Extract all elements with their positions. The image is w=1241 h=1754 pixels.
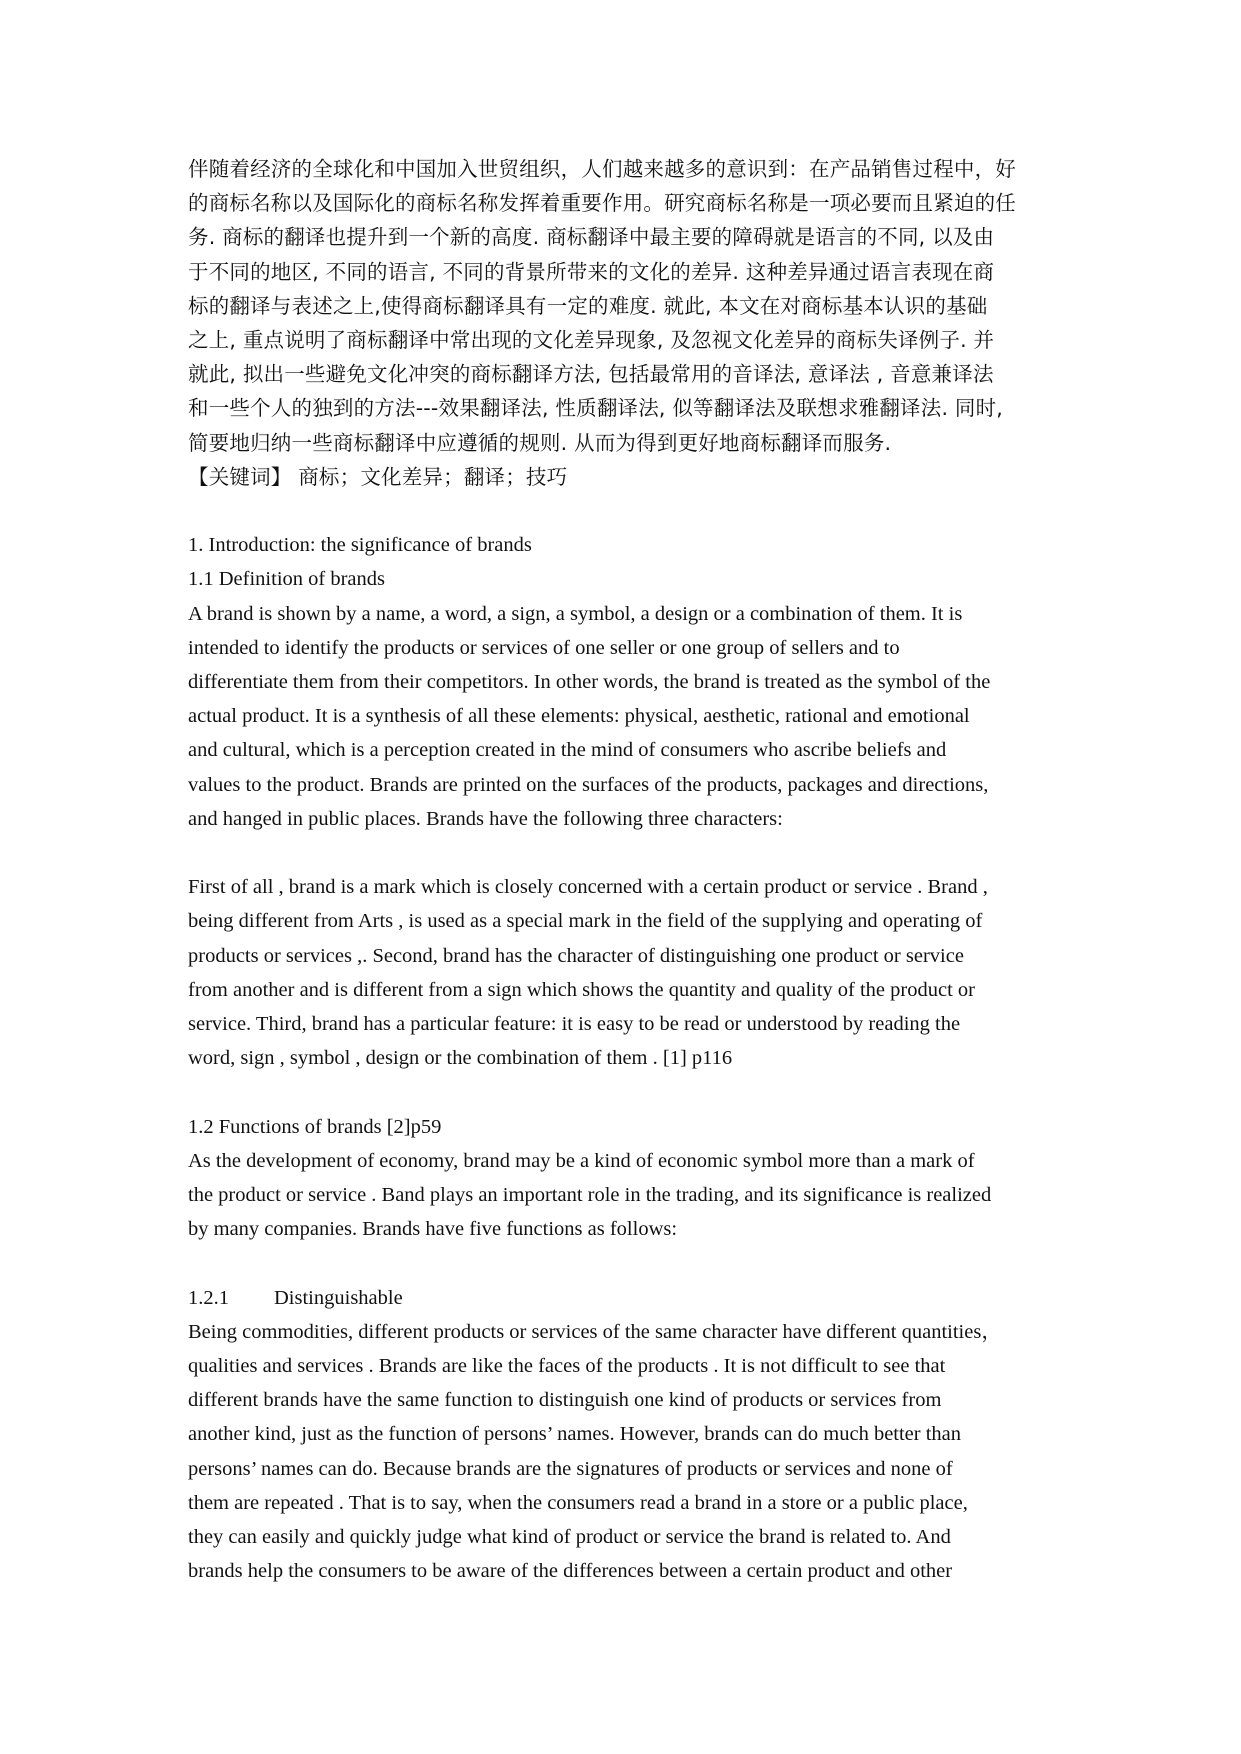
section-1 [188, 528, 1068, 836]
document-page [188, 152, 1068, 1588]
paragraph-line: another kind, just as the function of persons’ names. However, brands can do much better than [188, 1423, 962, 1446]
paragraph-line: actual product. It is a synthesis of all these elements: physical, aesthetic, rational and emotional [188, 705, 970, 728]
abstract-line: 于不同的地区, 不同的语言, 不同的背景所带来的文化的差异. 这种差异通过语言表现在商 [188, 259, 995, 284]
paragraph-line: being different from Arts , is used as a special mark in the field of the supplying and operating of [188, 910, 983, 933]
paragraph-line: intended to identify the products or services of one seller or one group of sellers and to [188, 636, 900, 659]
paragraph-line: they can easily and quickly judge what kind of product or service the brand is related to. And [188, 1526, 951, 1549]
subsection-heading: 1.1 Definition of brands [188, 568, 385, 591]
section-heading: 1. Introduction: the significance of brands [188, 534, 532, 557]
abstract-paragraph [188, 152, 1068, 460]
paragraph-line: First of all , brand is a mark which is closely concerned with a certain product or service . Brand , [188, 876, 988, 899]
spacer [188, 494, 1068, 528]
abstract-line: 和一些个人的独到的方法---效果翻译法, 性质翻译法, 似等翻译法及联想求雅翻译法. 同时, [188, 396, 1004, 421]
heading-title: Distinguishable [274, 1286, 403, 1309]
keywords-label: 【关键词】 [188, 464, 292, 489]
abstract-line: 伴随着经济的全球化和中国加入世贸组织，人们越来越多的意识到：在产品销售过程中，好 [188, 157, 1016, 181]
paragraph-line: persons’ names can do. Because brands are the signatures of products or services and none of [188, 1457, 953, 1480]
definition-paragraph [188, 597, 1068, 836]
section-1-2 [188, 1110, 1068, 1247]
paragraph-line: them are repeated . That is to say, when the consumers read a brand in a store or a public place, [188, 1491, 968, 1514]
paragraph-line: and cultural, which is a perception created in the mind of consumers who ascribe beliefs and [188, 739, 947, 762]
spacer [188, 836, 1068, 870]
section-1-2-1 [188, 1281, 1068, 1589]
characters-paragraph [188, 870, 1068, 1075]
paragraph-line: qualities and services . Brands are like the faces of the products . It is not difficult to see that [188, 1355, 946, 1378]
abstract-line: 简要地归纳一些商标翻译中应遵循的规则. 从而为得到更好地商标翻译而服务. [188, 430, 892, 455]
paragraph-line: and hanged in public places. Brands have the following three characters: [188, 807, 783, 830]
paragraph-line: products or services ,. Second, brand has the character of distinguishing one product or service [188, 944, 964, 967]
numbered-heading [188, 1281, 1068, 1315]
subsection-heading: 1.2 Functions of brands [2]p59 [188, 1115, 442, 1138]
paragraph-line: As the development of economy, brand may be a kind of economic symbol more than a mark of [188, 1149, 975, 1172]
paragraph-line: by many companies. Brands have five functions as follows: [188, 1218, 678, 1241]
paragraph-line: word, sign , symbol , design or the combination of them . [1] p116 [188, 1047, 733, 1070]
abstract-line: 就此, 拟出一些避免文化冲突的商标翻译方法, 包括最常用的音译法, 意译法 , 音意兼译法 [188, 362, 994, 387]
abstract-line: 之上, 重点说明了商标翻译中常出现的文化差异现象, 及忽视文化差异的商标失译例子. 并 [188, 328, 995, 353]
paragraph-line: different brands have the same function to distinguish one kind of products or services from [188, 1389, 942, 1412]
chinese-abstract [188, 152, 1068, 494]
spacer [188, 1075, 1068, 1109]
paragraph-line: differentiate them from their competitors. In other words, the brand is treated as the symbol of the [188, 671, 991, 694]
paragraph-line: Being commodities, different products or services of the same character have different quantities， [188, 1320, 1002, 1343]
paragraph-line: values to the product. Brands are printed on the surfaces of the products, packages and directions, [188, 773, 989, 796]
keywords-list: 商标；文化差异；翻译；技巧 [291, 464, 568, 489]
spacer [188, 1246, 1068, 1280]
paragraph-line: A brand is shown by a name, a word, a sign, a symbol, a design or a combination of them. It is [188, 602, 963, 625]
abstract-line: 的商标名称以及国际化的商标名称发挥着重要作用。研究商标名称是一项必要而且紧迫的任 [188, 191, 1016, 216]
abstract-line: 标的翻译与表述之上,使得商标翻译具有一定的难度. 就此, 本文在对商标基本认识的基础 [188, 293, 988, 318]
paragraph-line: the product or service . Band plays an important role in the trading, and its significance is realized [188, 1184, 992, 1207]
paragraph-line: from another and is different from a sign which shows the quantity and quality of the product or [188, 978, 975, 1001]
paragraph-line: brands help the consumers to be aware of the differences between a certain product and other [188, 1560, 953, 1583]
keywords [188, 460, 1068, 494]
heading-number: 1.2.1 [188, 1286, 229, 1309]
abstract-line: 务. 商标的翻译也提升到一个新的高度. 商标翻译中最主要的障碍就是语言的不同, 以及由 [188, 225, 995, 250]
paragraph-line: service. Third, brand has a particular feature: it is easy to be read or understood by reading the [188, 1013, 961, 1036]
